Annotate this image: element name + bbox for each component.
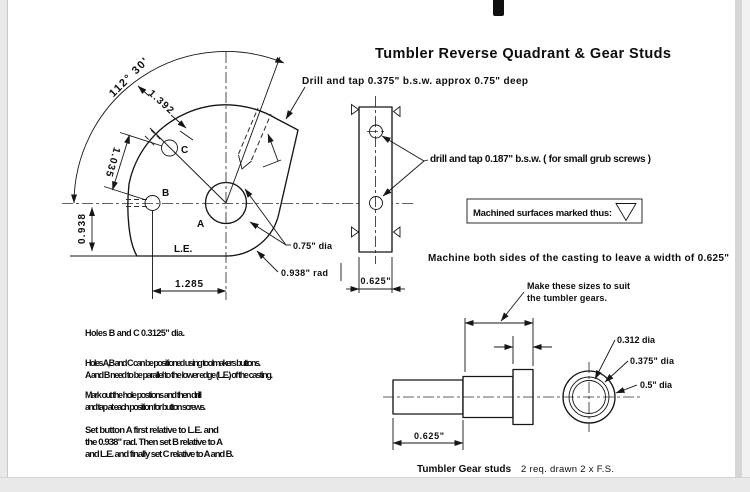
hole-b-label: B — [162, 188, 170, 199]
fit-note-line1: Make these sizes to suit — [527, 281, 630, 291]
angle-dimension-label: 112° 30' — [106, 55, 151, 100]
machined-surface-icon — [616, 204, 636, 221]
dim-1035-label: 1.035 — [102, 145, 122, 178]
stud-view — [383, 281, 675, 475]
machined-surfaces-box — [467, 199, 642, 223]
note-markout-line2: and tap at each position for button screws. — [85, 402, 206, 412]
radial-line-tapped-hole — [226, 57, 280, 203]
dim-1392-extension-tick — [180, 131, 193, 140]
note-sequence-line3: and L.E. and finally set C relative to A and B. — [85, 449, 234, 460]
tapped-hole-hidden-lines — [239, 108, 272, 160]
width-dim-label: 0.625" — [360, 276, 391, 286]
machined-mark-icon — [394, 227, 401, 237]
dia-mid-label: 0.375" dia — [630, 356, 674, 366]
machined-box-label: Machined surfaces marked thus: — [473, 208, 612, 219]
note-sequence-line2: the 0.938" rad. Then set B relative to A — [85, 437, 223, 448]
depth-arrow — [268, 134, 278, 161]
drill-note-leader — [286, 87, 305, 119]
quadrant-outline — [128, 105, 298, 256]
angle-dimension-arc — [74, 51, 284, 203]
page-title: Tumbler Reverse Quadrant & Gear Studs — [375, 46, 671, 62]
stud-caption: Tumbler Gear studs — [417, 464, 511, 475]
dia-large-leader — [616, 385, 637, 393]
dia-small-leader — [595, 340, 615, 379]
dim-1035-ext-b — [104, 187, 146, 201]
hole-a-label: A — [197, 219, 205, 230]
machined-mark-icon — [352, 105, 359, 115]
hole-b-circle — [145, 196, 160, 211]
drill-point — [239, 155, 252, 169]
dia-mid-leader — [605, 361, 628, 382]
note-markout-line1: Mark out the hole postions and then drill — [85, 390, 203, 400]
fit-note-line2: the tumbler gears. — [527, 293, 607, 303]
button-marks-b — [126, 200, 147, 207]
dim-0938-label: 0.938 — [77, 214, 88, 244]
length-dim-label: 0.625" — [414, 431, 444, 441]
note-machine-width: Machine both sides of the casting to leave a width of 0.625" — [428, 253, 729, 264]
notes-block — [85, 328, 273, 460]
bore-leader-1 — [245, 189, 286, 245]
hole-c-label: C — [181, 145, 189, 156]
corner-rad-leader — [257, 251, 278, 272]
fit-note-leader — [501, 292, 524, 321]
depth-tick — [263, 160, 281, 167]
dim-1392-label: 1.392 — [145, 88, 176, 117]
dia-small-label: 0.312 dia — [617, 335, 655, 345]
note-positioning-line2: A and B need to be parallel to the lower edge (L.E.) of the casting. — [85, 370, 273, 380]
note-positioning-line1: Holes A,B and C can be positioned using toolmakers buttons. — [85, 358, 261, 368]
machined-mark-icon — [352, 227, 359, 237]
fit-dim-extensions — [465, 318, 533, 372]
hole-c-circle — [162, 140, 178, 156]
stud-caption-detail: 2 req. drawn 2 x F.S. — [521, 464, 614, 475]
lower-edge-label: L.E. — [174, 244, 193, 255]
bore-leader-2 — [250, 222, 286, 245]
note-holes-dia: Holes B and C 0.3125" dia. — [85, 328, 185, 338]
note-sequence-line1: Set button A first relative to L.E. and — [85, 425, 219, 436]
machined-mark-icon — [394, 107, 401, 117]
dia-large-label: 0.5" dia — [640, 380, 672, 390]
grub-note: drill and tap 0.187" b.s.w. ( for small grub screws ) — [430, 154, 651, 165]
bore-dia-label: 0.75" dia — [293, 241, 332, 251]
dim-1285-label: 1.285 — [175, 279, 203, 290]
drill-note: Drill and tap 0.375" b.s.w. approx 0.75" deep — [302, 76, 528, 87]
corner-rad-label: 0.938" rad — [281, 268, 328, 278]
